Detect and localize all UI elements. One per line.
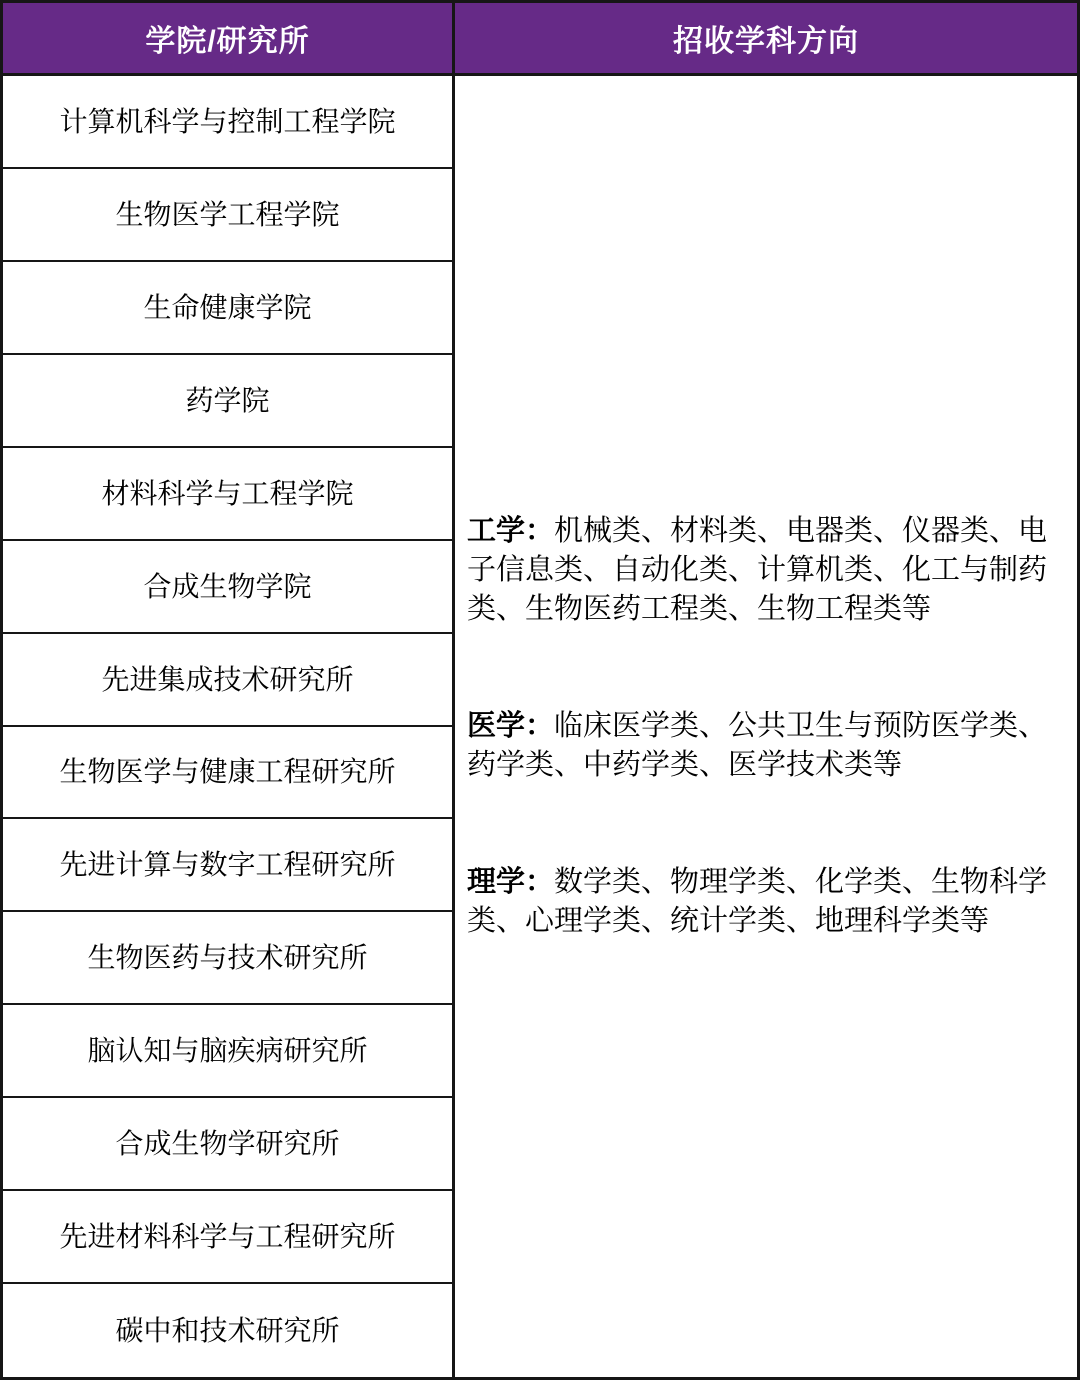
discipline-paragraph-medicine — [467, 707, 1063, 785]
college-cell: 碳中和技术研究所 — [3, 1284, 455, 1377]
discipline-label-engineering: 工学： — [467, 515, 555, 547]
college-cell: 计算机科学与控制工程学院 — [3, 76, 455, 169]
college-cell: 先进集成技术研究所 — [3, 634, 455, 727]
college-cell: 生物医药与技术研究所 — [3, 912, 455, 1005]
college-cell: 合成生物学院 — [3, 541, 455, 634]
discipline-label-medicine: 医学： — [467, 710, 555, 742]
college-cell: 脑认知与脑疾病研究所 — [3, 1005, 455, 1098]
discipline-text-science: 数学类、物理学类、化学类、生物科学类、心理学类、统计学类、地理科学类等 — [467, 866, 1048, 937]
disciplines-cell — [455, 76, 1077, 1377]
college-cell: 先进计算与数字工程研究所 — [3, 819, 455, 912]
discipline-text-medicine: 临床医学类、公共卫生与预防医学类、药学类、中药学类、医学技术类等 — [467, 710, 1048, 781]
discipline-paragraph-science — [467, 863, 1063, 941]
discipline-label-science: 理学： — [467, 866, 555, 898]
college-cell: 先进材料科学与工程研究所 — [3, 1191, 455, 1284]
header-cell-college: 学院/研究所 — [3, 3, 455, 76]
header-cell-disciplines: 招收学科方向 — [455, 3, 1077, 76]
college-cell: 生物医学工程学院 — [3, 169, 455, 262]
discipline-text-engineering: 机械类、材料类、电器类、仪器类、电子信息类、自动化类、计算机类、化工与制药类、生物医药工程类、生物工程类等 — [467, 515, 1048, 625]
college-cell: 生物医学与健康工程研究所 — [3, 727, 455, 820]
discipline-paragraph-engineering — [467, 512, 1063, 629]
college-cell: 药学院 — [3, 355, 455, 448]
college-cell: 生命健康学院 — [3, 262, 455, 355]
college-cell: 材料科学与工程学院 — [3, 448, 455, 541]
college-cell: 合成生物学研究所 — [3, 1098, 455, 1191]
